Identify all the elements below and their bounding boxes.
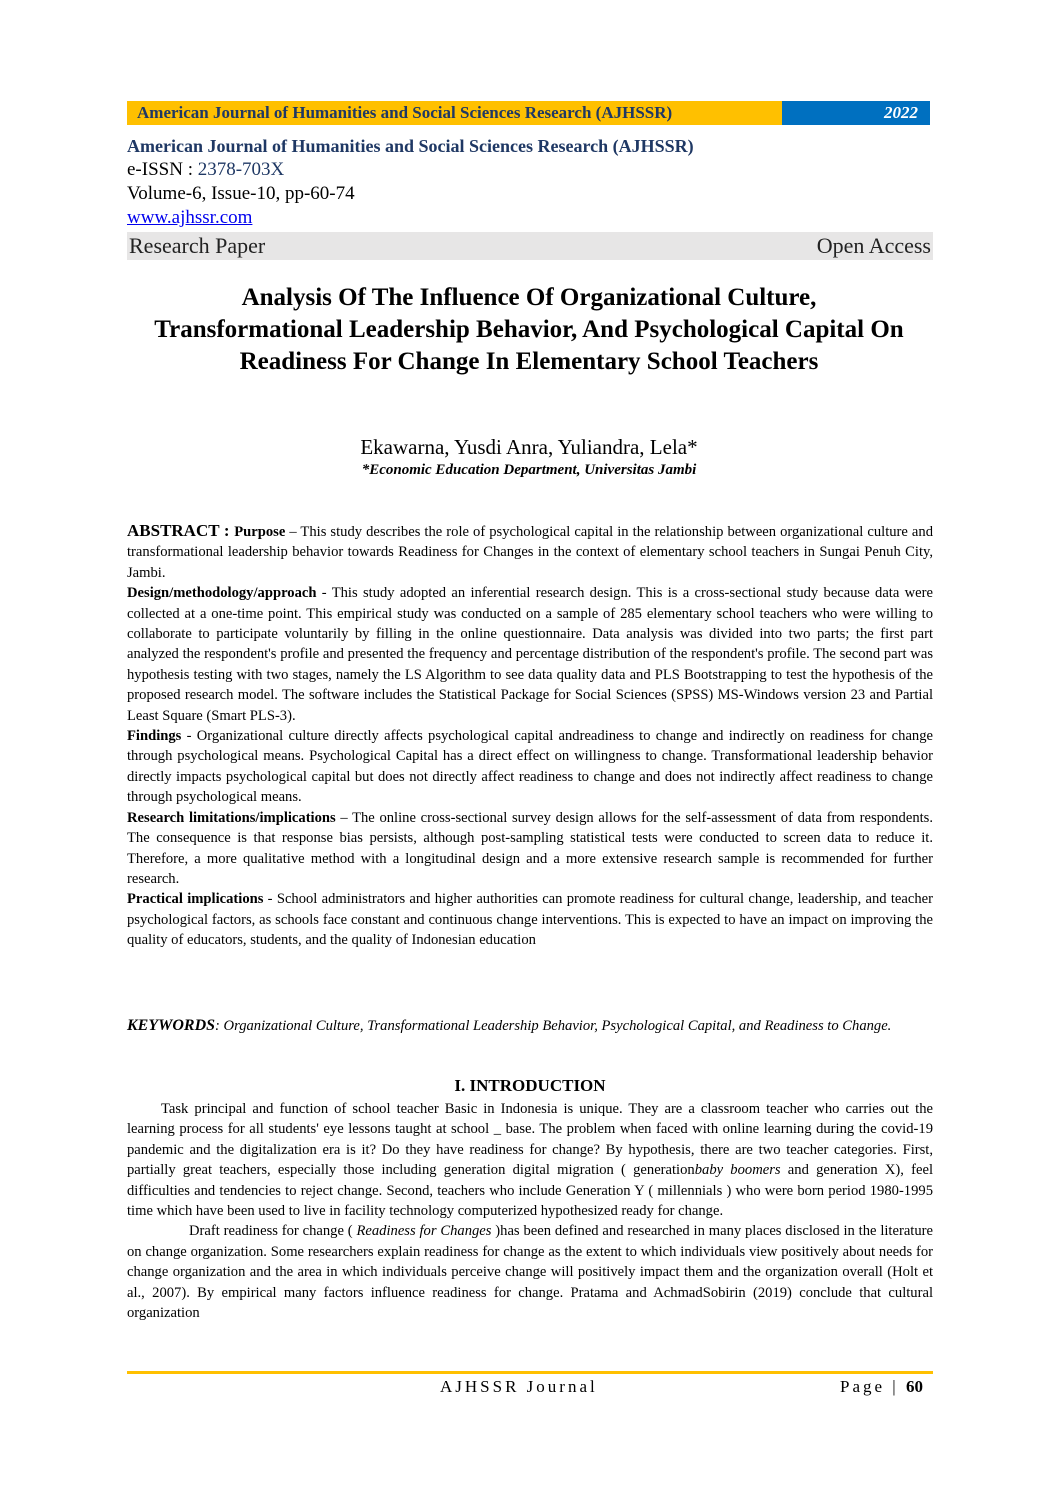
page-label: Page | — [840, 1377, 906, 1396]
findings-text: - Organizational culture directly affects psychological capital andreadiness to change and indirectly on readiness for change through psychological means. Psychological Capital has a direct effect on willingness to change. Transformational leadership behavior directly impacts psychological capital but does not directly affect readiness to change and does not indirectly affect readiness to change through psychological means. — [127, 728, 933, 806]
header-journal-name: American Journal of Humanities and Social Sciences Research (AJHSSR) — [127, 101, 782, 125]
limitations-text: – The online cross-sectional survey design allows for the self-assessment of data from respondents. The consequence is that response bias persists, although post-sampling statistical tests were conducted to screen data to reduce it. Therefore, a more qualitative method with a longitudinal design and a more extensive research sample is recommended for further research. — [127, 809, 933, 887]
design-text: - This study adopted an inferential research design. This is a cross-sectional study because data were collected at a one-time point. This empirical study was conducted on a sample of 285 elementary school teachers who were willing to collaborate to participate voluntarily by filling in the online questionnaire. Data analysis was divided into two parts; the first part analyzed the respondent's profile and presented the frequency and percentage distribution of the respondent's profile. The second part was hypothesis testing with two stages, namely the LS Algorithm to see data quality data and PLS Bootstrapping to test the hypothesis of the proposed research model. The software includes the Statistical Package for Social Sciences (SPSS) MS-Windows version 23 and Partial Least Square (Smart PLS-3). — [127, 585, 933, 724]
intro-p1-part-b: and generation X), feel difficulties and tendencies to reject change. Second, teachers who include Generation Y ( millennials ) who were born period 1980-1995 time which have been used to live in facility technology computerized hypothesized ready for change. — [127, 1162, 934, 1220]
intro-p2-part-a: Draft readiness for change ( — [189, 1223, 357, 1240]
intro-paragraph-2 — [127, 1221, 933, 1323]
purpose-text: – This study describes the role of psychological capital in the relationship between organizational culture and transformational leadership behavior towards Readiness for Changes in the context of elementary school teachers in Sungai Penuh City, Jambi. — [127, 524, 934, 581]
abstract-practical — [127, 889, 933, 950]
keywords-label: KEYWORDS — [127, 1017, 216, 1034]
abstract-limitations — [127, 808, 933, 890]
issn-line — [127, 158, 694, 182]
purpose-label: Purpose — [234, 524, 286, 540]
practical-label: Practical implications — [127, 891, 264, 908]
journal-info — [127, 134, 694, 230]
header-year: 2022 — [782, 101, 930, 125]
introduction-heading: I. INTRODUCTION — [454, 1076, 606, 1095]
limitations-label: Research limitations/implications — [127, 809, 336, 826]
issn-label: e-ISSN : — [127, 159, 198, 180]
abstract — [127, 521, 933, 951]
intro-p2-italic: Readiness for Changes — [356, 1223, 492, 1240]
issn-value: 2378-703X — [197, 159, 285, 180]
paper-type-bar — [127, 232, 933, 260]
abstract-purpose — [127, 521, 933, 583]
access-type: Open Access — [816, 233, 931, 258]
footer-divider — [127, 1371, 933, 1374]
keywords — [127, 1016, 933, 1036]
volume-line: Volume-6, Issue-10, pp-60-74 — [127, 183, 355, 204]
abstract-design — [127, 583, 933, 726]
abstract-findings — [127, 726, 933, 808]
intro-paragraph-1 — [127, 1099, 933, 1221]
intro-p1-part-a: Task principal and function of school teacher Basic in Indonesia is unique. They are a classroom teacher who carries out the learning process for all students' eye lessons taught at school _ base. The problem when faced with online learning during the covid-19 pandemic and the digitalization era is it? Do they have readiness for change? By hypothesis, there are two teacher categories. First, partially great teachers, especially those including generation digital migration ( generation — [127, 1101, 933, 1179]
findings-label: Findings — [127, 728, 182, 745]
paper-type: Research Paper — [129, 233, 266, 258]
authors: Ekawarna, Yusdi Anra, Yuliandra, Lela* — [360, 435, 698, 459]
abstract-label: ABSTRACT : — [127, 521, 235, 540]
intro-p2-part-b: )has been defined and researched in many places disclosed in the literature on change organization. Some researchers explain readiness for change as the extent to which individuals view positively about needs for change organization and the area in which individuals perceive change will positively impact them and the organization overall (Holt et al., 2007). By empirical many factors influence readiness for change. Pratama and AchmadSobirin (2019) conclude that cultural organization — [127, 1223, 933, 1322]
page-number: 60 — [905, 1377, 923, 1396]
affiliation: *Economic Education Department, Universitas Jambi — [361, 462, 697, 478]
footer-page — [840, 1377, 923, 1397]
intro-p1-italic: baby boomers — [694, 1162, 781, 1179]
introduction-body — [127, 1099, 933, 1323]
footer-journal: AJHSSR Journal — [440, 1377, 598, 1396]
journal-url-link[interactable]: www.ajhssr.com — [127, 207, 253, 228]
design-label: Design/methodology/approach — [127, 585, 317, 602]
keywords-text: : Organizational Culture, Transformational Leadership Behavior, Psychological Capital, and Readiness to Change. — [215, 1018, 892, 1034]
paper-title: Analysis Of The Influence Of Organizational Culture, Transformational Leadership Behavior, And Psychological Capital On Readiness For Change In Elementary School Teachers — [154, 284, 904, 375]
practical-text: - School administrators and higher authorities can promote readiness for cultural change, leadership, and teacher psychological factors, as schools face constant and continuous change interventions. This is expected to have an impact on improving the quality of educators, students, and the quality of Indonesian education — [127, 891, 933, 949]
journal-name: American Journal of Humanities and Social Sciences Research (AJHSSR) — [127, 136, 694, 156]
journal-header-bar — [127, 101, 930, 125]
